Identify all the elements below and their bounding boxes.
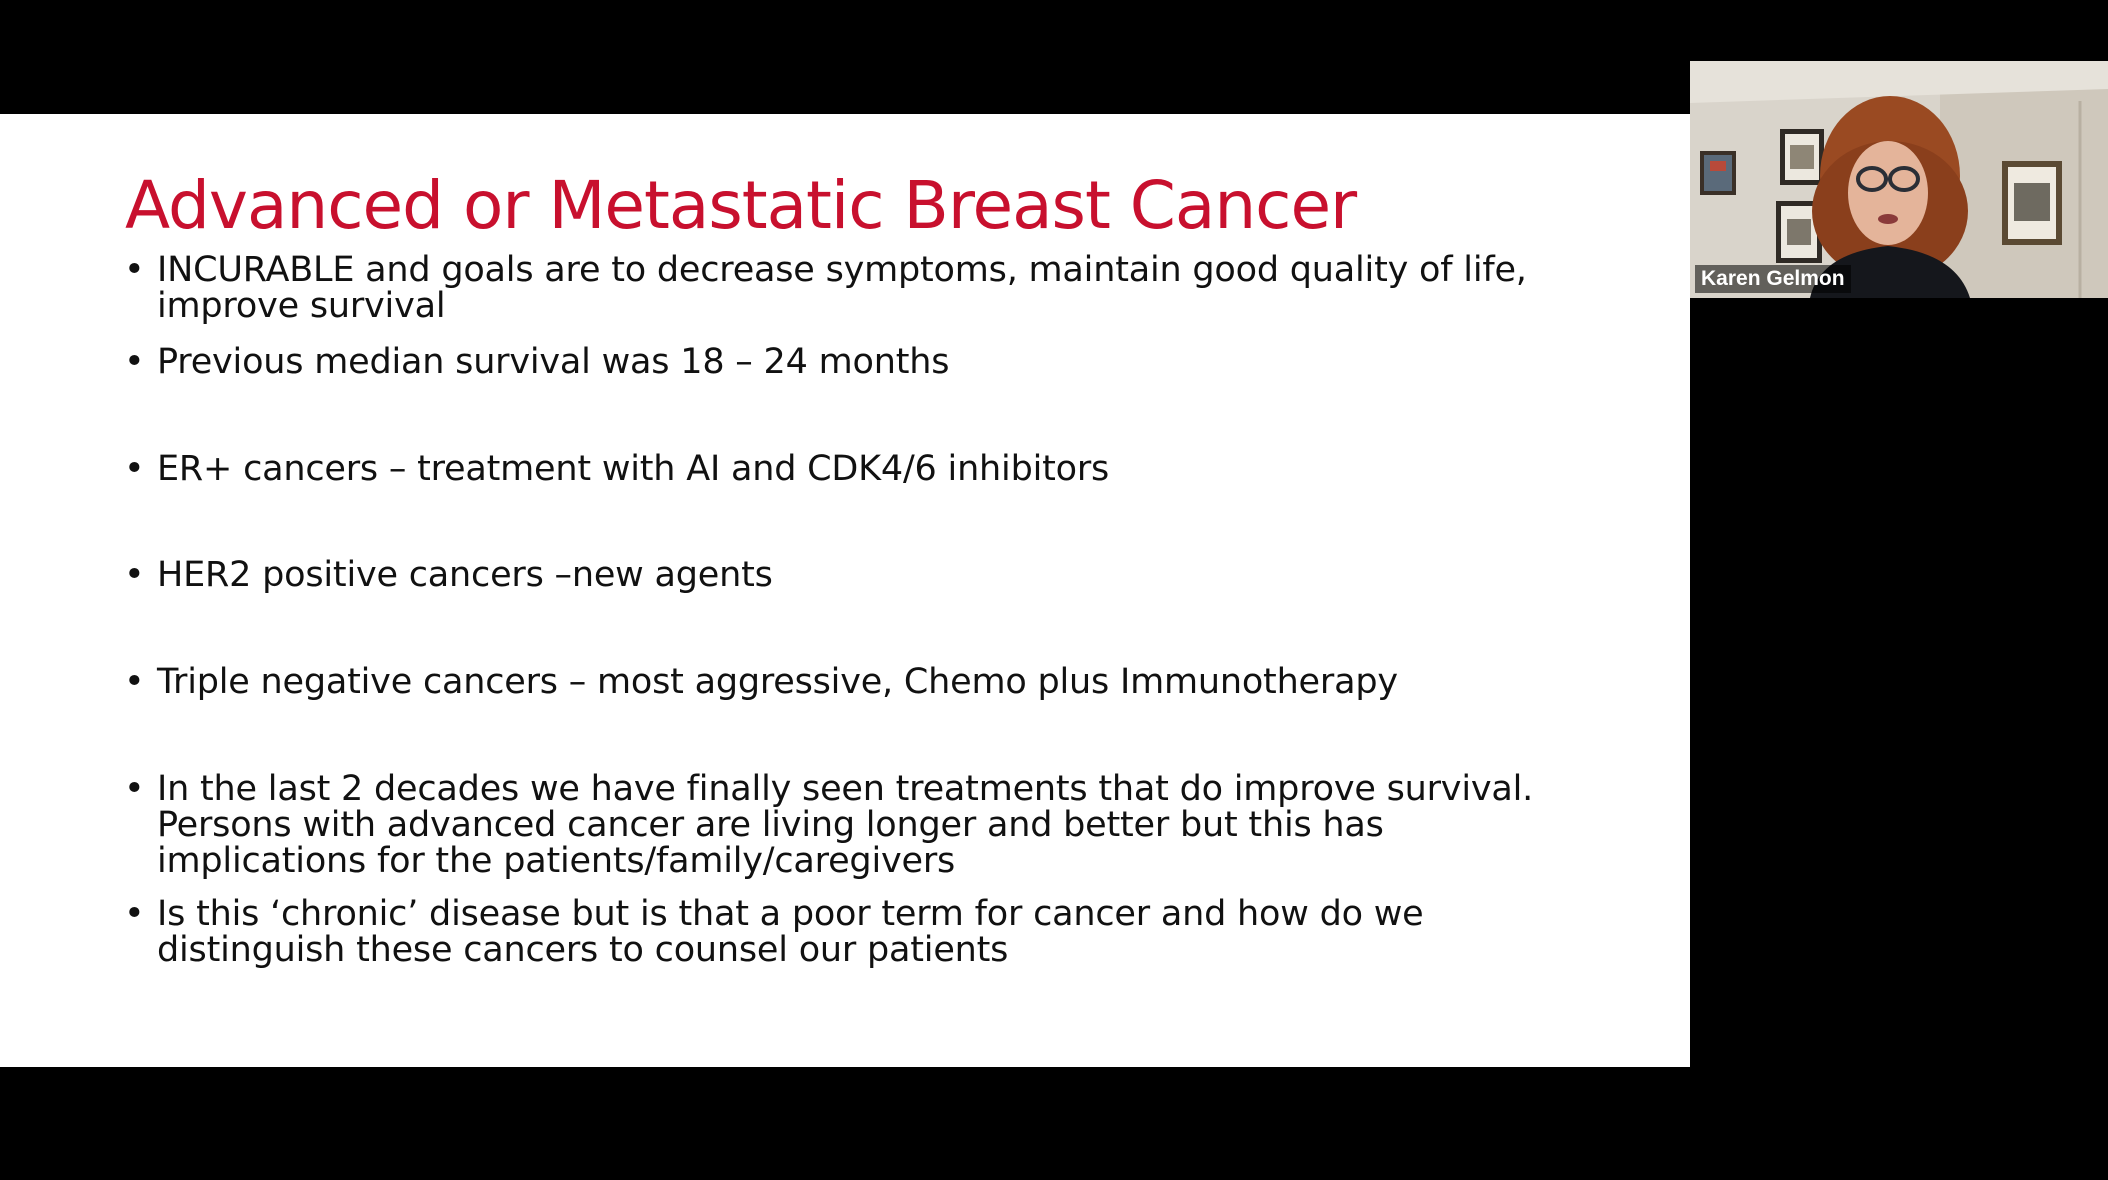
bullet-text: ER+ cancers – treatment with AI and CDK4/6 inhibitors: [157, 449, 1110, 489]
bullet-item: [124, 664, 1664, 700]
participant-name-label: Karen Gelmon: [1695, 265, 1851, 293]
bullet-item: [124, 896, 1664, 968]
bullet-dot-icon: •: [124, 662, 145, 702]
bullet-dot-icon: •: [124, 449, 145, 489]
bullet-item: [124, 252, 1664, 324]
bullet-dot-icon: •: [124, 342, 145, 382]
bullet-item: [124, 557, 1664, 593]
bullet-dot-icon: •: [124, 250, 145, 290]
bullet-text: Triple negative cancers – most aggressive, Chemo plus Immunotherapy: [157, 662, 1398, 702]
bullet-text: In the last 2 decades we have finally seen treatments that do improve survival. Persons with advanced cancer are living longer and better but this has implications for the patients/family/caregivers: [157, 769, 1534, 881]
bullet-item: [124, 771, 1664, 879]
bullet-text: Is this ‘chronic’ disease but is that a poor term for cancer and how do we distinguish these cancers to counsel our patients: [157, 894, 1424, 970]
bullet-text: INCURABLE and goals are to decrease symptoms, maintain good quality of life, improve survival: [157, 250, 1527, 326]
bullet-dot-icon: •: [124, 555, 145, 595]
bullet-text: HER2 positive cancers –new agents: [157, 555, 773, 595]
participant-video-tile[interactable]: [1690, 61, 2108, 298]
bullet-item: [124, 451, 1664, 487]
bullet-dot-icon: •: [124, 769, 145, 809]
bullet-item: [124, 344, 1664, 380]
bullet-text: Previous median survival was 18 – 24 months: [157, 342, 950, 382]
participant-video-feed: [1690, 61, 2108, 298]
bullet-dot-icon: •: [124, 894, 145, 934]
slide-title: Advanced or Metastatic Breast Cancer: [125, 167, 1357, 244]
